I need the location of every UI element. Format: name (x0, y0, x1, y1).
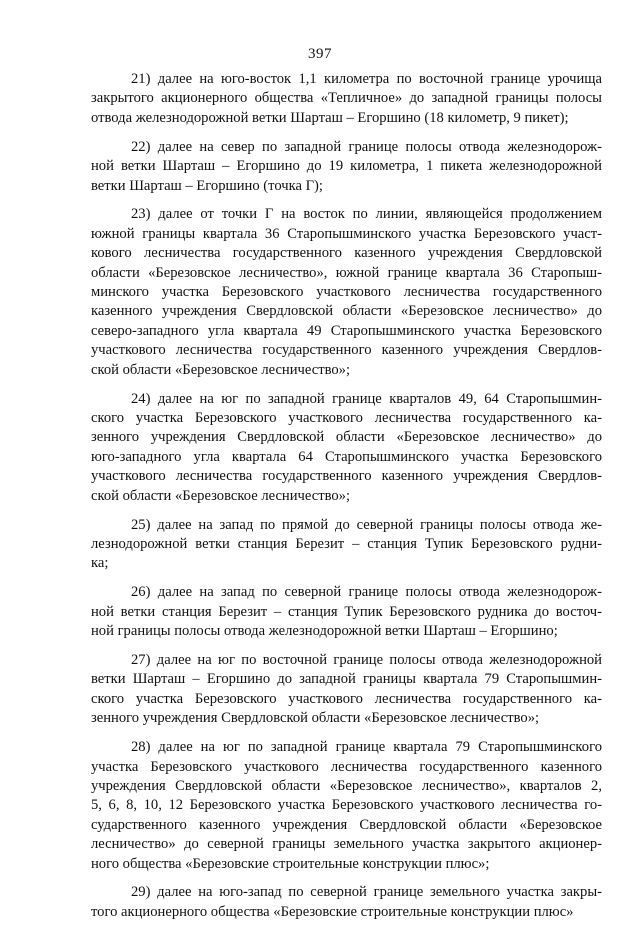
text-line: 26) далее на запад по северной границе полосы отвода железнодорож- (131, 584, 602, 601)
text-line: ной ветки Шарташ – Егоршино до 19 километра, 1 пикета железнодорожной (91, 158, 602, 175)
text-line: участка Березовского участкового лесничества государственного казенного (91, 758, 602, 775)
paragraph (91, 138, 602, 196)
text-line: области «Березовское лесничество», южной границе квартала 36 Старопыш- (91, 264, 602, 281)
text-line: ского участка Березовского участкового лесничества государственного ка- (91, 410, 602, 426)
text-line: зенного учреждения Свердловской области «Березовское лесничество» до (91, 429, 602, 446)
text-line: ской области «Березовское лесничество»; (91, 487, 351, 504)
text-line: 28) далее на юг по западной границе квартала 79 Старопышминского (131, 739, 602, 756)
text-line: 21) далее на юго-восток 1,1 километра по восточной границе урочища (131, 71, 602, 87)
text-line: ного общества «Березовские строительные конструкции плюс»; (91, 855, 490, 872)
text-line: ной границы полосы отвода железнодорожной ветки Шарташ – Егоршино; (91, 623, 558, 640)
text-line: учреждения Свердловской области «Березовское лесничество», кварталов 2, (91, 777, 602, 794)
text-line: кового лесничества государственного казенного учреждения Свердловской (91, 245, 602, 262)
text-line: 5, 6, 8, 10, 12 Березовского участка Березовского участкового лесничества го- (91, 797, 602, 814)
text-line: ка; (91, 555, 109, 572)
text-line: сударственного казенного учреждения Свердловской области «Березовское (91, 816, 602, 833)
paragraph (91, 738, 602, 874)
text-line: 22) далее на север по западной границе полосы отвода железнодорож- (131, 138, 602, 155)
paragraph (91, 651, 602, 729)
text-line: зенного учреждения Свердловской области «Березовское лесничество»; (91, 710, 540, 727)
text-line: закрытого акционерного общества «Тепличное» до западной границы полосы (91, 90, 602, 107)
page-number: 397 (308, 46, 332, 62)
text-line: 27) далее на юг по восточной границе полосы отвода железнодорожной (131, 651, 602, 668)
text-line: участкового лесничества государственного казенного учреждения Свердлов- (91, 468, 602, 485)
text-line: ветки Шарташ – Егоршино до западной границы квартала 79 Старопышмин- (91, 671, 602, 688)
paragraph (91, 205, 602, 380)
text-line: ной ветки станция Березит – станция Тупик Березовского рудника до восточ- (91, 603, 602, 620)
text-line: ской области «Березовское лесничество»; (91, 361, 351, 378)
text-line: ветки Шарташ – Егоршино (точка Г); (91, 177, 323, 194)
text-line: 23) далее от точки Г на восток по линии, являющейся продолжением (131, 206, 602, 223)
text-line: 25) далее на запад по прямой до северной границы полосы отвода же- (131, 516, 602, 533)
text-line: 24) далее на юг по западной границе кварталов 49, 64 Старопышмин- (131, 390, 602, 407)
paragraph (91, 70, 602, 128)
text-line: юго-западного угла квартала 64 Старопышминского участка Березовского (91, 448, 602, 465)
text-line: северо-западного угла квартала 49 Старопышминского участка Березовского (91, 322, 602, 339)
text-line: ского участка Березовского участкового лесничества государственного ка- (91, 690, 602, 707)
paragraph (91, 583, 602, 641)
text-line: казенного учреждения Свердловской области «Березовское лесничество» до (91, 303, 602, 320)
text-line: 29) далее на юго-запад по северной границе земельного участка закры- (131, 884, 602, 901)
paragraph (91, 883, 602, 922)
paragraph (91, 516, 602, 574)
text-line: того акционерного общества «Березовские строительные конструкции плюс» (91, 903, 574, 920)
text-line: отвода железнодорожной ветки Шарташ – Егоршино (18 километр, 9 пикет); (91, 109, 569, 126)
text-line: южной границы квартала 36 Старопышминского участка Березовского участ- (91, 225, 602, 242)
text-line: участкового лесничества государственного казенного учреждения Свердлов- (91, 342, 602, 359)
paragraph (91, 390, 602, 506)
text-line: минского участка Березовского участкового лесничества государственного (91, 284, 602, 301)
text-line: лезнодорожной ветки станция Березит – станция Тупик Березовского рудни- (91, 535, 602, 552)
document-body (91, 70, 602, 932)
text-line: лесничество» до северной границы земельного участка закрытого акционер- (91, 836, 602, 853)
